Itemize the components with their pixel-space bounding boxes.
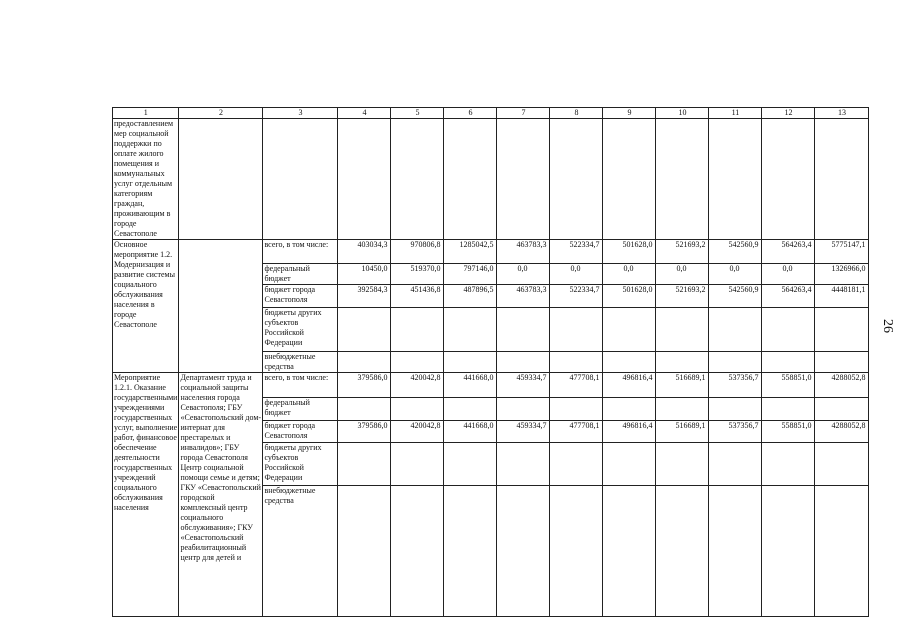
value-cell xyxy=(391,308,444,352)
value-cell: 542560,9 xyxy=(709,285,762,308)
value-cell xyxy=(391,398,444,421)
value-cell xyxy=(656,352,709,373)
value-cell: 496816,4 xyxy=(603,373,656,398)
value-cell xyxy=(762,398,815,421)
value-cell xyxy=(391,352,444,373)
value-cell: 459334,7 xyxy=(497,373,550,398)
value-cell: 420042,8 xyxy=(391,421,444,443)
funding-source-label: внебюджетные средства xyxy=(263,486,338,617)
value-cell: 4448181,1 xyxy=(815,285,869,308)
empty-cell xyxy=(263,119,338,240)
header-cell: 2 xyxy=(179,108,263,119)
value-cell: 0,0 xyxy=(656,264,709,285)
value-cell: 501628,0 xyxy=(603,285,656,308)
value-cell xyxy=(338,352,391,373)
value-cell xyxy=(338,443,391,486)
value-cell: 420042,8 xyxy=(391,373,444,398)
funding-source-label: бюджеты других субъектов Российской Федерации xyxy=(263,443,338,486)
empty-cell xyxy=(550,119,603,240)
value-cell: 5775147,1 xyxy=(815,240,869,264)
value-cell xyxy=(603,352,656,373)
value-cell xyxy=(656,398,709,421)
funding-source-label: федеральный бюджет xyxy=(263,398,338,421)
header-row xyxy=(113,108,869,119)
value-cell: 392584,3 xyxy=(338,285,391,308)
value-cell: 403034,3 xyxy=(338,240,391,264)
value-cell xyxy=(497,398,550,421)
value-cell xyxy=(815,352,869,373)
value-cell xyxy=(815,308,869,352)
value-cell: 477708,1 xyxy=(550,421,603,443)
header-cell: 12 xyxy=(762,108,815,119)
value-cell: 10450,0 xyxy=(338,264,391,285)
value-cell: 463783,3 xyxy=(497,240,550,264)
value-cell: 0,0 xyxy=(762,264,815,285)
value-cell: 564263,4 xyxy=(762,240,815,264)
value-cell xyxy=(815,486,869,617)
funding-source-label: бюджеты других субъектов Российской Федерации xyxy=(263,308,338,352)
value-cell: 521693,2 xyxy=(656,240,709,264)
table-row xyxy=(113,240,869,264)
value-cell: 522334,7 xyxy=(550,240,603,264)
value-cell xyxy=(762,308,815,352)
value-cell: 519370,0 xyxy=(391,264,444,285)
funding-source-label: всего, в том числе: xyxy=(263,373,338,398)
value-cell: 379586,0 xyxy=(338,421,391,443)
value-cell xyxy=(709,486,762,617)
value-cell: 970806,8 xyxy=(391,240,444,264)
value-cell xyxy=(444,398,497,421)
value-cell: 1326966,0 xyxy=(815,264,869,285)
value-cell xyxy=(444,443,497,486)
value-cell: 0,0 xyxy=(603,264,656,285)
header-cell: 13 xyxy=(815,108,869,119)
value-cell: 537356,7 xyxy=(709,373,762,398)
value-cell xyxy=(391,486,444,617)
value-cell: 477708,1 xyxy=(550,373,603,398)
value-cell: 459334,7 xyxy=(497,421,550,443)
value-cell: 463783,3 xyxy=(497,285,550,308)
value-cell xyxy=(550,398,603,421)
empty-cell xyxy=(603,119,656,240)
value-cell: 521693,2 xyxy=(656,285,709,308)
header-cell: 4 xyxy=(338,108,391,119)
value-cell: 797146,0 xyxy=(444,264,497,285)
value-cell: 0,0 xyxy=(497,264,550,285)
empty-cell xyxy=(444,119,497,240)
value-cell: 564263,4 xyxy=(762,285,815,308)
value-cell xyxy=(550,308,603,352)
value-cell xyxy=(497,443,550,486)
value-cell xyxy=(550,443,603,486)
event-name: Основное мероприятие 1.2. Модернизация и развитие системы социального обслуживания населения в городе Севастополе xyxy=(113,240,179,373)
header-cell: 5 xyxy=(391,108,444,119)
value-cell: 516689,1 xyxy=(656,373,709,398)
value-cell: 451436,8 xyxy=(391,285,444,308)
empty-cell xyxy=(815,119,869,240)
funding-source-label: бюджет города Севастополя xyxy=(263,421,338,443)
value-cell xyxy=(391,443,444,486)
funding-source-label: внебюджетные средства xyxy=(263,352,338,373)
empty-cell xyxy=(656,119,709,240)
value-cell: 0,0 xyxy=(550,264,603,285)
value-cell xyxy=(550,352,603,373)
value-cell xyxy=(656,486,709,617)
table-row xyxy=(113,119,869,240)
value-cell xyxy=(709,352,762,373)
value-cell xyxy=(444,308,497,352)
value-cell: 1285042,5 xyxy=(444,240,497,264)
value-cell xyxy=(815,443,869,486)
executor-cell xyxy=(179,240,263,373)
value-cell: 537356,7 xyxy=(709,421,762,443)
value-cell xyxy=(762,443,815,486)
value-cell: 516689,1 xyxy=(656,421,709,443)
header-cell: 8 xyxy=(550,108,603,119)
value-cell: 487896,5 xyxy=(444,285,497,308)
empty-cell xyxy=(497,119,550,240)
value-cell xyxy=(709,308,762,352)
empty-cell xyxy=(709,119,762,240)
header-cell: 3 xyxy=(263,108,338,119)
header-cell: 7 xyxy=(497,108,550,119)
value-cell: 4288052,8 xyxy=(815,373,869,398)
empty-cell xyxy=(391,119,444,240)
value-cell xyxy=(603,486,656,617)
value-cell: 558851,0 xyxy=(762,373,815,398)
value-cell: 441668,0 xyxy=(444,373,497,398)
page-number: 26 xyxy=(880,319,895,333)
executor-cell: Департамент труда и социальной защиты населения города Севастополя; ГБУ «Севастопольский дом-интернат для престарелых и инвалидов»; ГБУ города Севастополя Центр социальной помощи семье и детям; ГКУ «Севастопольский городской комплексный центр социального обслуживания»; ГКУ «Севастопольский реабилитационный центр для детей и xyxy=(179,373,263,617)
value-cell xyxy=(656,308,709,352)
value-cell xyxy=(497,308,550,352)
value-cell xyxy=(603,398,656,421)
funding-source-label: всего, в том числе: xyxy=(263,240,338,264)
header-cell: 11 xyxy=(709,108,762,119)
header-cell: 1 xyxy=(113,108,179,119)
value-cell xyxy=(762,352,815,373)
header-cell: 9 xyxy=(603,108,656,119)
value-cell xyxy=(603,308,656,352)
value-cell: 379586,0 xyxy=(338,373,391,398)
funding-source-label: федеральный бюджет xyxy=(263,264,338,285)
value-cell xyxy=(338,398,391,421)
funding-source-label: бюджет города Севастополя xyxy=(263,285,338,308)
value-cell xyxy=(603,443,656,486)
header-cell: 6 xyxy=(444,108,497,119)
value-cell xyxy=(497,486,550,617)
value-cell: 441668,0 xyxy=(444,421,497,443)
empty-cell xyxy=(762,119,815,240)
value-cell xyxy=(815,398,869,421)
value-cell xyxy=(497,352,550,373)
value-cell xyxy=(444,352,497,373)
event-name: Мероприятие 1.2.1. Оказание государственными учреждениями государственных услуг, выполнение работ, финансовое обеспечение деятельности государственных учреждений социального обслуживания населения xyxy=(113,373,179,617)
value-cell xyxy=(550,486,603,617)
value-cell: 522334,7 xyxy=(550,285,603,308)
value-cell xyxy=(338,486,391,617)
value-cell xyxy=(656,443,709,486)
header-cell: 10 xyxy=(656,108,709,119)
value-cell: 501628,0 xyxy=(603,240,656,264)
value-cell xyxy=(338,308,391,352)
value-cell: 4288052,8 xyxy=(815,421,869,443)
table-row xyxy=(113,373,869,398)
value-cell: 496816,4 xyxy=(603,421,656,443)
empty-cell xyxy=(179,119,263,240)
value-cell: 558851,0 xyxy=(762,421,815,443)
empty-cell xyxy=(338,119,391,240)
value-cell: 0,0 xyxy=(709,264,762,285)
value-cell xyxy=(444,486,497,617)
event-name: предоставлением мер социальной поддержки по оплате жилого помещения и коммунальных услуг отдельным категориям граждан, проживающим в городе Севастополе xyxy=(113,119,179,240)
budget-table xyxy=(112,107,869,617)
value-cell: 542560,9 xyxy=(709,240,762,264)
value-cell xyxy=(709,443,762,486)
value-cell xyxy=(709,398,762,421)
value-cell xyxy=(762,486,815,617)
